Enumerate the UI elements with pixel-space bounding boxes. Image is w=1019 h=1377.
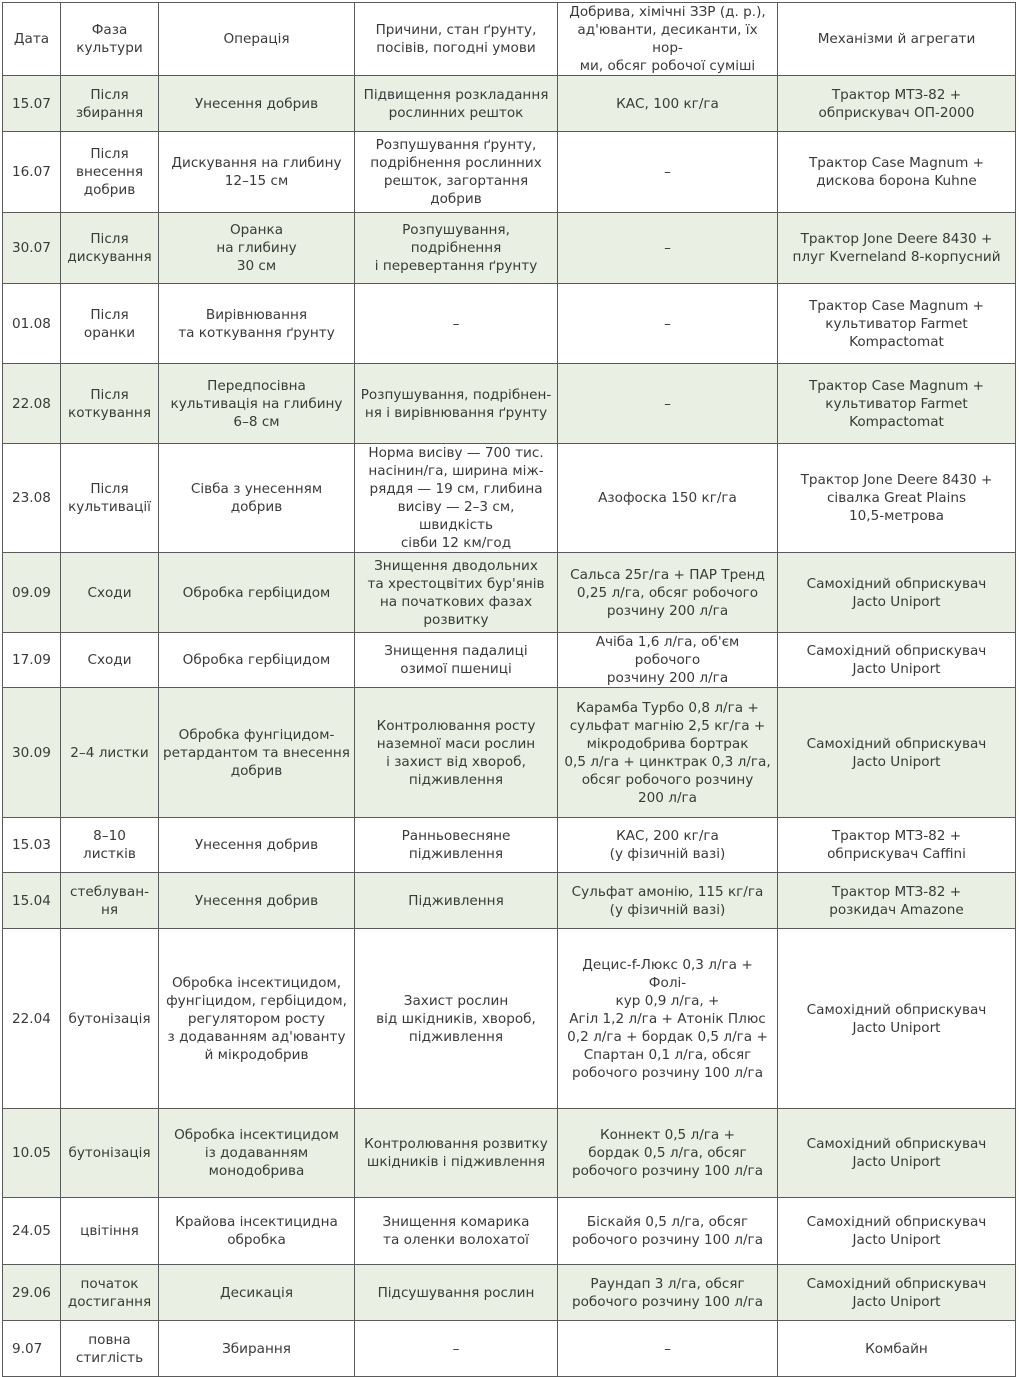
cell-chemicals: –: [558, 132, 778, 213]
cell-operation: Обробка гербіцидом: [159, 553, 355, 633]
cell-operation: Обробка інсектицидом із додаванням монодобрива: [159, 1109, 355, 1198]
cell-operation: Обробка гербіцидом: [159, 633, 355, 688]
cell-machinery: Самохідний обприскувач Jacto Uniport: [778, 688, 1016, 818]
cell-machinery: Трактор МТЗ-82 + розкидач Amazone: [778, 873, 1016, 929]
table-row: [3, 1265, 1016, 1321]
cell-date: 16.07: [3, 132, 61, 213]
cell-date: 30.09: [3, 688, 61, 818]
cell-date: 24.05: [3, 1198, 61, 1265]
table-row: [3, 633, 1016, 688]
cell-machinery: Трактор Jone Deere 8430 + сівалка Great Plains 10,5-метрова: [778, 444, 1016, 553]
cell-machinery: Трактор Case Magnum + дискова борона Kuhne: [778, 132, 1016, 213]
cell-reasons: Контролювання росту наземної маси рослин і захист від хвороб, підживлення: [355, 688, 558, 818]
cell-reasons: Підвищення розкладання рослинних решток: [355, 76, 558, 132]
table-header: [3, 3, 1016, 76]
cell-chemicals: КАС, 100 кг/га: [558, 76, 778, 132]
cell-machinery: Самохідний обприскувач Jacto Uniport: [778, 1109, 1016, 1198]
cell-phase: повна стиглість: [61, 1321, 159, 1377]
cell-reasons: –: [355, 1321, 558, 1377]
cell-chemicals: –: [558, 284, 778, 364]
table-row: [3, 1198, 1016, 1265]
crop-operations-table: [2, 2, 1016, 1377]
table-row: [3, 1109, 1016, 1198]
cell-operation: Збирання: [159, 1321, 355, 1377]
cell-phase: Сходи: [61, 633, 159, 688]
table-row: [3, 818, 1016, 873]
cell-reasons: –: [355, 284, 558, 364]
cell-reasons: Ранньовесняне підживлення: [355, 818, 558, 873]
cell-reasons: Захист рослин від шкідників, хвороб, підживлення: [355, 929, 558, 1109]
header-operation: Операція: [159, 3, 355, 76]
table-row: [3, 929, 1016, 1109]
cell-phase: Після збирання: [61, 76, 159, 132]
cell-date: 30.07: [3, 213, 61, 284]
cell-reasons: Підживлення: [355, 873, 558, 929]
table-row: [3, 284, 1016, 364]
cell-date: 15.04: [3, 873, 61, 929]
cell-reasons: Знищення дводольних та хрестоцвітих бур'янів на початкових фазах розвитку: [355, 553, 558, 633]
cell-reasons: Контролювання розвитку шкідників і підживлення: [355, 1109, 558, 1198]
cell-date: 15.07: [3, 76, 61, 132]
cell-chemicals: Сальса 25г/га + ПАР Тренд 0,25 л/га, обсяг робочого розчину 200 л/га: [558, 553, 778, 633]
cell-phase: 8–10 листків: [61, 818, 159, 873]
cell-date: 09.09: [3, 553, 61, 633]
cell-reasons: Знищення комарика та оленки волохатої: [355, 1198, 558, 1265]
cell-machinery: Самохідний обприскувач Jacto Uniport: [778, 929, 1016, 1109]
cell-operation: Обробка фунгіцидом- ретардантом та внесення добрив: [159, 688, 355, 818]
cell-reasons: Розпушування, подрібнен- ня і вирівнювання ґрунту: [355, 364, 558, 444]
cell-date: 29.06: [3, 1265, 61, 1321]
cell-chemicals: Азофоска 150 кг/га: [558, 444, 778, 553]
cell-reasons: Норма висіву — 700 тис. насінин/га, ширина між- ряддя — 19 см, глибина висіву — 2–3 см, швидкість сівби 12 км/год: [355, 444, 558, 553]
header-phase: Фаза культури: [61, 3, 159, 76]
cell-operation: Дискування на глибину 12–15 см: [159, 132, 355, 213]
cell-chemicals: Біскайя 0,5 л/га, обсяг робочого розчину 100 л/га: [558, 1198, 778, 1265]
cell-date: 10.05: [3, 1109, 61, 1198]
cell-date: 9.07: [3, 1321, 61, 1377]
cell-machinery: Самохідний обприскувач Jacto Uniport: [778, 1265, 1016, 1321]
cell-operation: Крайова інсектицидна обробка: [159, 1198, 355, 1265]
table-row: [3, 873, 1016, 929]
cell-operation: Унесення добрив: [159, 818, 355, 873]
cell-reasons: Розпушування, подрібнення і перевертання ґрунту: [355, 213, 558, 284]
cell-phase: Після дискування: [61, 213, 159, 284]
cell-machinery: Самохідний обприскувач Jacto Uniport: [778, 553, 1016, 633]
cell-machinery: Самохідний обприскувач Jacto Uniport: [778, 633, 1016, 688]
cell-operation: Вирівнювання та коткування ґрунту: [159, 284, 355, 364]
header-chemicals: Добрива, хімічні ЗЗР (д. р.), ад'юванти, десиканти, їх нор- ми, обсяг робочої суміші: [558, 3, 778, 76]
header-date: Дата: [3, 3, 61, 76]
cell-chemicals: Карамба Турбо 0,8 л/га + сульфат магнію 2,5 кг/га + мікродобрива бортрак 0,5 л/га + цинктрак 0,3 л/га, обсяг робочого розчину 200 л/га: [558, 688, 778, 818]
cell-machinery: Трактор МТЗ-82 + обприскувач ОП-2000: [778, 76, 1016, 132]
table-row: [3, 132, 1016, 213]
cell-machinery: Трактор Case Magnum + культиватор Farmet Kompactomat: [778, 284, 1016, 364]
cell-chemicals: –: [558, 364, 778, 444]
table-row: [3, 688, 1016, 818]
cell-operation: Сівба з унесенням добрив: [159, 444, 355, 553]
cell-operation: Десикація: [159, 1265, 355, 1321]
cell-operation: Передпосівна культивація на глибину 6–8 см: [159, 364, 355, 444]
cell-phase: бутонізація: [61, 929, 159, 1109]
cell-date: 22.08: [3, 364, 61, 444]
cell-chemicals: –: [558, 1321, 778, 1377]
table-row: [3, 1321, 1016, 1377]
cell-phase: стеблуван- ня: [61, 873, 159, 929]
cell-reasons: Підсушування рослин: [355, 1265, 558, 1321]
table-row: [3, 213, 1016, 284]
cell-phase: Після оранки: [61, 284, 159, 364]
cell-operation: Обробка інсектицидом, фунгіцидом, гербіцидом, регулятором росту з додаванням ад'юванту й мікродобрив: [159, 929, 355, 1109]
cell-date: 17.09: [3, 633, 61, 688]
cell-machinery: Трактор МТЗ-82 + обприскувач Caffini: [778, 818, 1016, 873]
cell-chemicals: Коннект 0,5 л/га + бордак 0,5 л/га, обсяг робочого розчину 100 л/га: [558, 1109, 778, 1198]
cell-machinery: Комбайн: [778, 1321, 1016, 1377]
cell-phase: Після внесення добрив: [61, 132, 159, 213]
cell-chemicals: Децис-f-Люкс 0,3 л/га + Фолі- кур 0,9 л/га, + Агіл 1,2 л/га + Атонік Плюс 0,2 л/га + бордак 0,5 л/га + Спартан 0,1 л/га, обсяг робочого розчину 100 л/га: [558, 929, 778, 1109]
cell-chemicals: КАС, 200 кг/га (у фізичній вазі): [558, 818, 778, 873]
header-row: [3, 3, 1016, 76]
cell-phase: початок достигання: [61, 1265, 159, 1321]
header-machinery: Механізми й агрегати: [778, 3, 1016, 76]
cell-chemicals: Раундап 3 л/га, обсяг робочого розчину 100 л/га: [558, 1265, 778, 1321]
table-row: [3, 364, 1016, 444]
cell-phase: Сходи: [61, 553, 159, 633]
cell-phase: бутонізація: [61, 1109, 159, 1198]
table-body: [3, 76, 1016, 1377]
cell-machinery: Трактор Jone Deere 8430 + плуг Kverneland 8-корпусний: [778, 213, 1016, 284]
cell-date: 15.03: [3, 818, 61, 873]
header-reasons: Причини, стан ґрунту, посівів, погодні умови: [355, 3, 558, 76]
cell-date: 22.04: [3, 929, 61, 1109]
cell-operation: Унесення добрив: [159, 76, 355, 132]
cell-operation: Оранка на глибину 30 см: [159, 213, 355, 284]
cell-phase: Після коткування: [61, 364, 159, 444]
cell-phase: 2–4 листки: [61, 688, 159, 818]
cell-phase: Після культивації: [61, 444, 159, 553]
cell-phase: цвітіння: [61, 1198, 159, 1265]
cell-operation: Унесення добрив: [159, 873, 355, 929]
cell-chemicals: Ачіба 1,6 л/га, об'єм робочого розчину 200 л/га: [558, 633, 778, 688]
cell-reasons: Розпушування ґрунту, подрібнення рослинних решток, загортання добрив: [355, 132, 558, 213]
cell-chemicals: Сульфат амонію, 115 кг/га (у фізичній вазі): [558, 873, 778, 929]
cell-machinery: Самохідний обприскувач Jacto Uniport: [778, 1198, 1016, 1265]
table-row: [3, 444, 1016, 553]
cell-reasons: Знищення падалиці озимої пшениці: [355, 633, 558, 688]
table-row: [3, 553, 1016, 633]
cell-machinery: Трактор Case Magnum + культиватор Farmet Kompactomat: [778, 364, 1016, 444]
table-row: [3, 76, 1016, 132]
cell-date: 01.08: [3, 284, 61, 364]
cell-date: 23.08: [3, 444, 61, 553]
cell-chemicals: –: [558, 213, 778, 284]
